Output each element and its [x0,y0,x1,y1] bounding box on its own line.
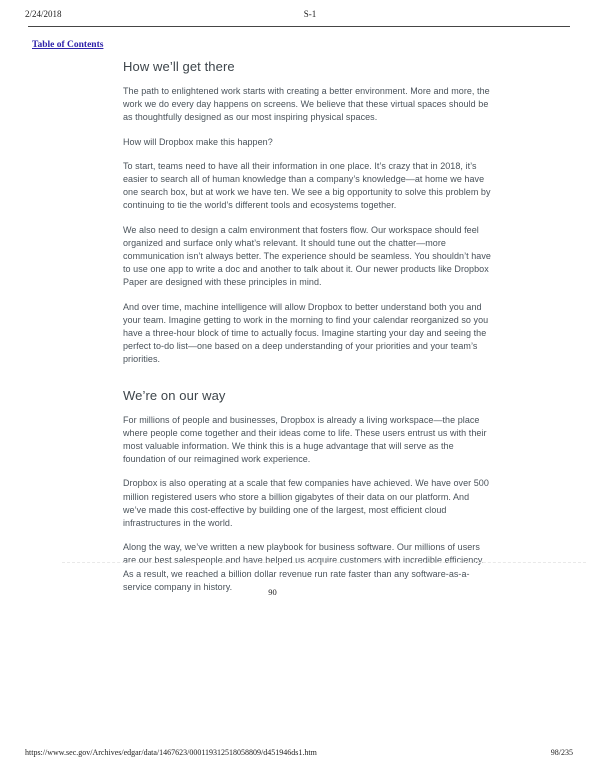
header-rule [28,26,570,27]
print-header-doc-title: S-1 [303,9,317,19]
paragraph: To start, teams need to have all their information in one place. It’s crazy that in 2018, it’s easier to search all of human knowledge than a company’s knowledge—at home we have one search box, but at work we have ten. We see a big opportunity to solve this problem by continuing to tie the world’s different tools and ecosystems together. [123,160,491,211]
paragraph: Along the way, we’ve written a new playbook for business software. Our millions of users are our best salespeople and have helped us acquire customers with incredible efficiency. As a result, we reached a billion dollar revenue run rate faster than any software-as-a-service company in history. [123,542,485,592]
table-of-contents-link[interactable]: Table of Contents [32,40,104,50]
section-heading-how-well-get-there: How we’ll get there [123,59,235,74]
paragraph: Dropbox is also operating at a scale that few companies have achieved. We have over 500 million registered users who store a billion gigabytes of their data on our platform. And we’ve made this cost-effective by building one of the largest, most efficient cloud infrastructures in the world. [123,478,489,529]
paragraph: And over time, machine intelligence will allow Dropbox to better understand both you and your team. Imagine getting to work in the morning to find your calendar reorganized so you have a three-hour block of time to actually focus. Imagine starting your day and seeing the perfect to-do list—one based on a deep understanding of your priorities and your team’s priorities. [123,301,489,365]
paragraph: How will Dropbox make this happen? [123,136,273,147]
print-footer-url: https://www.sec.gov/Archives/edgar/data/1467623/000119312518058809/d451946ds1.htm [25,748,317,757]
filing-page-number: 90 [268,587,277,597]
print-footer-page-indicator: 98/235 [550,748,573,757]
paragraph: The path to enlightened work starts with creating a better environment. More and more, the work we do every day happens on screens. We believe that these virtual spaces should be as thoughtfully designed as our most inspiring physical spaces. [123,86,490,123]
paragraph: For millions of people and businesses, Dropbox is already a living workspace—the place where people come together and their ideas come to life. These users entrust us with their most valuable information. We think this is a huge advantage that will serve as the foundation of our reimagined work experience. [123,414,487,465]
print-header-date: 2/24/2018 [25,9,62,19]
paragraph: We also need to design a calm environment that fosters flow. Our workspace should feel organized and surface only what’s relevant. It should tune out the chatter—more communication isn’t always better. The experience should be seamless. You shouldn’t have to use one app to write a doc and another to talk about it. Our newer products like Dropbox Paper are designed with these principles in mind. [123,224,491,288]
page-break-divider [62,562,586,563]
letter-content [123,59,493,605]
section-heading-were-on-our-way: We’re on our way [123,387,226,403]
